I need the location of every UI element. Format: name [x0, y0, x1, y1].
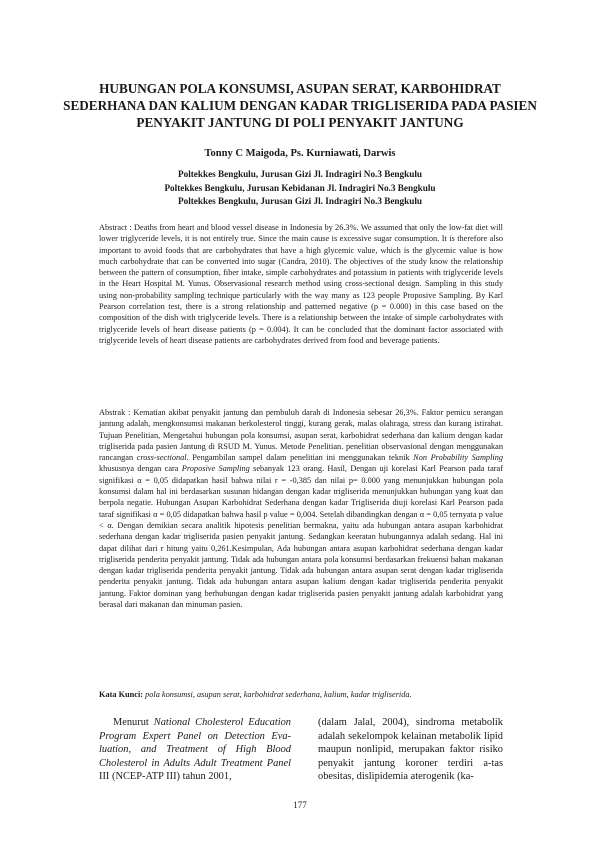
- body-text: III (NCEP-ATP III) tahun 2001,: [99, 771, 232, 783]
- body-italic: National Cholesterol Education Program Expert Panel on Detection Eva-luation, and Treatment of High Blood Cholesterol in Adults Adult Treatment Panel: [99, 717, 291, 769]
- abstract-italic: Proposive Sampling: [181, 464, 250, 474]
- keywords-text: pola konsumsi, asupan serat, karbohidrat sederhana, kalium, kadar trigliserida.: [143, 690, 412, 699]
- abstract-english: Abstract : Deaths from heart and blood vessel disease in Indonesia by 26.3%. We assumed that only the low-fat diet will lower triglyceride levels, it is not entirely true. Since the main cause is excessive sugar consumption. It is therefore also important to avoid foods that are carbohydrates that have a high glycemic value, which is the glycemic value is how much carbohydrate that can be converted into sugar (Candra, 2010). The objectives of the study know the relationship between the pattern of consumption, fiber intake, simple carbohydrates and potassium in patients with triglyceride levels in the Heart Hospital M. Yunus. Observasional research method using cross-sectional design. Sampling in this study using non-probability sampling technique particularly with the way many as 123 people Proposive Sampling. By Karl Pearson correlation test, there is a strong relationship and patterned negative (p = 0.000) in this case based on the composition of the dish with triglyceride levels. There is a relationship between the intake of simple carbohydrates with triglyceride levels of heart disease patients (p = 0.004). It can be concluded that the dominant factor associated with triglyceride levels of heart disease patients are carbohydrates derived from food and beverage patients.: [99, 223, 503, 345]
- body-text: Menurut: [113, 717, 154, 728]
- affiliation-line: Poltekkes Bengkulu, Jurusan Gizi Jl. Indragiri No.3 Bengkulu: [177, 196, 423, 206]
- abstract-indonesian: [99, 407, 503, 610]
- keywords-label: Kata Kunci:: [99, 690, 144, 699]
- abstract-italic: cross-sectional.: [136, 453, 189, 463]
- body-column-left: [99, 716, 291, 784]
- body-column-right: (dalam Jalal, 2004), sindroma metabolik adalah sekelompok kelainan metabolik lipid maupun nonlipid, merupakan faktor risiko penyakit jantung koroner terdiri a-tas obesitas, dislipidemia aterogenik (ka-: [318, 717, 503, 783]
- abstract-text: Abstrak : Kematian akibat penyakit jantung dan pembuluh darah di Indonesia sebesar 26,3%. Faktor pemicu serangan jantung adalah, mengkonsumsi makanan berkolesterol tinggi, kurang gerak, malas olahraga, stress dan kurang istirahat. Tujuan Penelitian, Mengetahui hubungan pola konsumsi, asupan serat, karbohidrat sederhana dan kalium dengan kadar trigliserida pada pasien Jantung di RSUD M. Yunus. Metode Penelitian. penelitian observasional dengan menggunakan rancangan: [99, 408, 503, 463]
- authors: Tonny C Maigoda, Ps. Kurniawati, Darwis: [204, 148, 396, 159]
- paper-title: HUBUNGAN POLA KONSUMSI, ASUPAN SERAT, KARBOHIDRAT SEDERHANA DAN KALIUM DENGAN KADAR TRIGLISERIDA PADA PASIEN PENYAKIT JANTUNG DI POLI PENYAKIT JANTUNG: [63, 81, 537, 130]
- affiliations: [60, 168, 540, 209]
- affiliation-line: Poltekkes Bengkulu, Jurusan Gizi Jl. Indragiri No.3 Bengkulu: [177, 169, 423, 179]
- affiliation-line: Poltekkes Bengkulu, Jurusan Kebidanan Jl. Indragiri No.3 Bengkulu: [164, 182, 436, 193]
- abstract-text: sebanyak 123 orang. Hasil, Dengan uji korelasi Karl Pearson pada taraf signifikasi α = 0,05 didapatkan hasil bahwa nilai r = -0,385 dan nilai p= 0.000 yang menunjukkan hubungan pola konsumsi dalam hal ini berdasarkan susunan hidangan dengan kadar trigliserida menunjukkan hubungan yang kuat dan berpola negatie. Hubungan Asupan Karbohidrat Sederhana dengan kadar Trigliserida diuji korelasi Karl Pearson pada taraf signifikasi α = 0,05 didapatkan bahwa hasil p value = 0,004. Setelah dibandingkan dengan α = 0,05 ternyata p value < α. Dengan demikian secara analitik hipotesis penelitian bermakna, yaitu ada hubungan antara asupan karbohidrat sederhana dengan kadar trigliserida pasien penyakit jantung. Sedangkan keeratan hubungannya adalah sedang. Hal ini dapat dilihat dari r hitung yaitu 0,261.Kesimpulan, Ada hubungan antara asupan karbohidrat sederhana dengan kadar trigliserida penderita penyakit jantung. Tidak ada hubungan antara pola konsumsi berdasarkan frekuensi bahan makanan dengan kadar trigliserida penderita penyakit jantung. Tidak ada hubungan antara asupan serat dengan kadar trigliserida penderita penyakit jantung. Tidak ada hubungan antara asupan kalium dengan kadar trigliserida penderita penyakit jantung. Faktor dominan yang berhubungan dengan kadar trigliserida pasien penyakit jantung adalah karbohidrat yang berasal dari makanan dan minuman pasien.: [99, 464, 503, 610]
- abstract-italic: Non Probability Sampling: [413, 453, 503, 463]
- abstract-text: khususnya dengan cara: [99, 464, 182, 474]
- abstract-text: Pengambilan sampel dalam penelitian ini menggunakan teknik: [188, 453, 414, 463]
- keywords: [99, 689, 503, 700]
- page-number: 177: [293, 800, 307, 810]
